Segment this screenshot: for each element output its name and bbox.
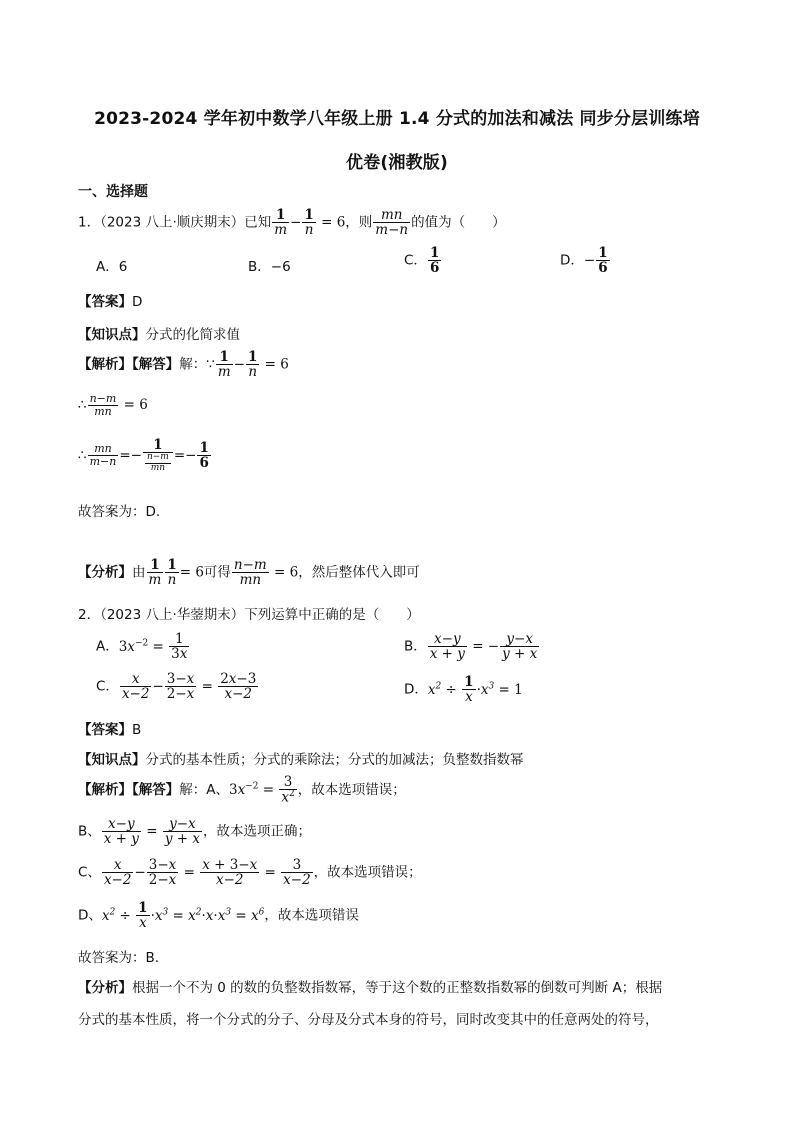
q1-mid: ，则 bbox=[345, 214, 373, 231]
q2-analysis-line-a: 【解析】【解答】解：A、$3x^{-2}$ = $\frac{3}{x^2}$ ，故本选项错误； bbox=[78, 774, 406, 806]
q2-option-b: B． $\frac{x-y}{x + y}$ = − $\frac{y-x}{y + x}$ bbox=[404, 631, 538, 663]
question-1-stem: 1．（2023 八上·顺庆期末）已知 $\frac{1}{m}$ − $\frac{1}{n}$ = 6，则 $\frac{mn}{m-n}$ 的值为（ ） bbox=[78, 207, 506, 239]
document-title-line1: 2023-2024 学年初中数学八年级上册 1.4 分式的加法和减法 同步分层训练培 bbox=[94, 109, 700, 129]
q1-analysis-line1: 【解析】【解答】解：∵ $\frac{1}{m}$ − $\frac{1}{n}$ = 6 bbox=[78, 349, 289, 381]
q1-option-a: A．6 bbox=[96, 259, 128, 275]
q1-option-d: D．− $\frac{1}{6}$ bbox=[560, 245, 608, 277]
question-2-stem: 2．（2023 八上·华蓥期末）下列运算中正确的是（ ） bbox=[78, 607, 420, 623]
q2-conclusion: 故答案为：B. bbox=[78, 950, 160, 966]
q2-analysis-line-d: D、$x^2$ ÷ $\frac{1}{x}$ $\cdot x^3 = x^2\cdot x\cdot x^3 = x^6$，故本选项错误 bbox=[78, 900, 359, 932]
frac-1-over-m: $\frac{1}{m}$ bbox=[274, 207, 288, 239]
q1-option-c: C． $\frac{1}{6}$ bbox=[404, 245, 440, 277]
q1-suffix: 的值为（ ） bbox=[411, 214, 506, 231]
q2-analysis-line-c: C、 $\frac{x}{x-2}$ − $\frac{3-x}{2-x}$ = $\frac{x + 3-x}{x-2}$ = $\frac{3}{x-2}$ ，故本选项错误； bbox=[78, 857, 422, 889]
q1-knowledge-point: 【知识点】分式的化简求值 bbox=[78, 327, 240, 343]
q1-analysis-line3: ∴ $\frac{mn}{m-n}$ =− 1 n−m mn =− $\frac{1}{6}$ bbox=[78, 437, 209, 473]
q1-answer: 【答案】D bbox=[78, 294, 143, 310]
frac-1-over-n: $\frac{1}{n}$ bbox=[304, 207, 314, 239]
section-heading: 一、选择题 bbox=[78, 184, 148, 200]
q1-prefix: 1．（2023 八上·顺庆期末）已知 bbox=[78, 214, 272, 231]
frac-mn-over-m-minus-n: $\frac{mn}{m-n}$ bbox=[375, 207, 409, 239]
q1-analysis-line2: ∴ $\frac{n-m}{mn}$ = 6 bbox=[78, 392, 148, 418]
q1-fenxi: 【分析】由 $\frac{1}{m}$ $\frac{1}{n}$ = 6可得 $\frac{n-m}{mn}$ = 6，然后整体代入即可 bbox=[78, 557, 420, 589]
q2-knowledge-point: 【知识点】分式的基本性质；分式的乘除法；分式的加减法；负整数指数幂 bbox=[78, 752, 524, 768]
q2-analysis-line-b: B、 $\frac{x-y}{x + y}$ = $\frac{y-x}{y + x}$ ，故本选项正确； bbox=[78, 816, 311, 848]
q2-fenxi-line2: 分式的基本性质，将一个分式的分子、分母及分式本身的符号，同时改变其中的任意两处的符号， bbox=[78, 1012, 659, 1028]
q2-answer: 【答案】B bbox=[78, 722, 142, 738]
q2-option-d: D．$x^2$ ÷ $\frac{1}{x}$ $\cdot x^3 = 1$ bbox=[404, 674, 523, 706]
q1-conclusion: 故答案为：D. bbox=[78, 504, 161, 520]
q2-option-c: C． $\frac{x}{x-2}$ − $\frac{3-x}{2-x}$ = $\frac{2x-3}{x-2}$ bbox=[96, 671, 257, 703]
q1-option-b: B．−6 bbox=[248, 259, 291, 275]
q2-fenxi-line1: 【分析】根据一个不为 0 的数的负整数指数幂，等于这个数的正整数指数幂的倒数可判断 A；根据 bbox=[78, 980, 663, 996]
q2-option-a: A．$3x^{-2}$ = $\frac{1}{3x}$ bbox=[96, 631, 188, 663]
document-title-line2: 优卷(湘教版) bbox=[346, 153, 448, 173]
